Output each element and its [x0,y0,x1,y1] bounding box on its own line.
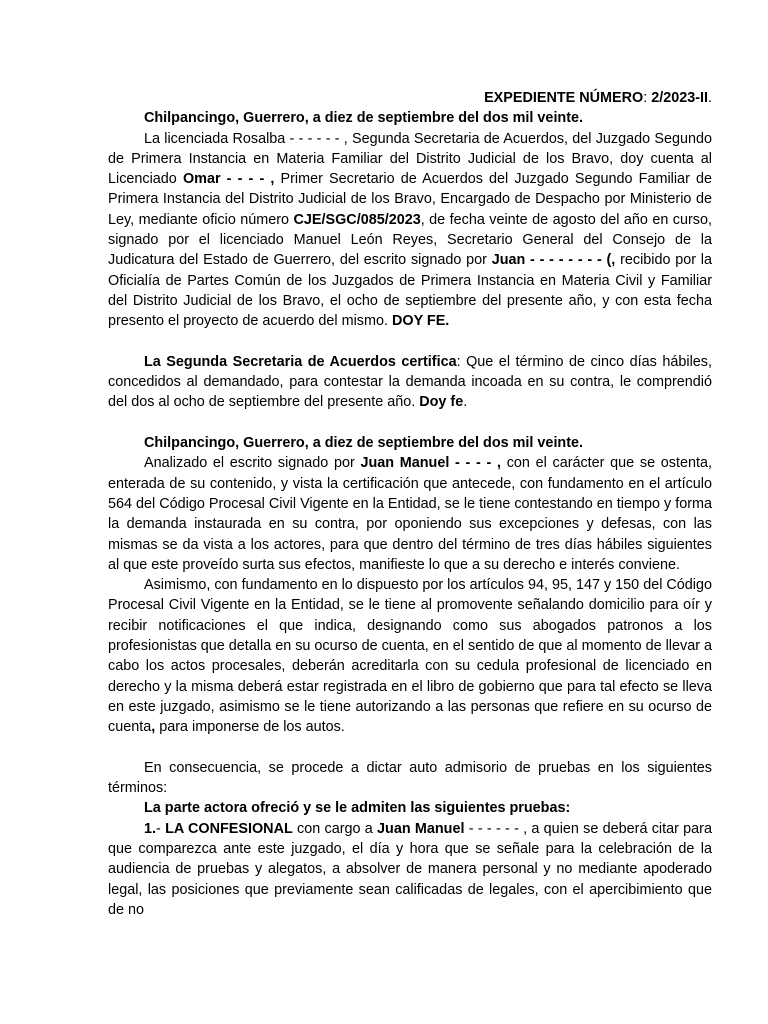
text-segment: Primer Secretario de Acuerdos del Juzgado Segundo Familiar de Primera Instancia del Distrito Judicial de los Bravo, Encargado de Despacho por Ministerio de Ley, mediante oficio número [108,171,712,228]
text-segment: Analizado el escrito signado por [144,455,361,472]
paragraph-cuenta [108,129,712,332]
expediente-label: EXPEDIENTE NÚMERO [484,90,644,106]
bold-comma: , [151,719,156,736]
paragraph-consecuencia: En consecuencia, se procede a dictar auto admisorio de pruebas en los siguientes términos: [108,759,712,797]
pruebas-heading [108,798,712,818]
name-omar: Omar - - - - , [182,171,275,188]
text-segment: . [463,394,468,411]
doy-fe: DOY FE. [391,313,450,330]
text-segment: con cargo a [292,820,378,837]
expediente-header: EXPEDIENTE NÚMERO: 2/2023-II. [484,90,712,106]
text-segment: , de fecha veinte de agosto del año en curso, signado por el licenciado Manuel León Reyes, Secretario General del Consejo de la Judicatura del Estado de Guerrero, del escrito signado por [108,211,712,269]
text-segment: para imponerse de los autos. [155,719,345,736]
date-text-1: Chilpancingo, Guerrero, a diez de septiembre del dos mil veinte. [144,110,584,127]
expediente-number: 2/2023-II [651,90,708,106]
text-segment: - - - - - - , a quien se deberá citar para que comparezca ante este juzgado, el día y hora que se señale para la celebración de la audiencia de pruebas y alegatos, a absolver de manera personal y no mediante apoderado legal, las posiciones que previamente sean calificadas de legales, con el apercibimiento que de no [108,820,712,918]
date-line-1 [108,108,712,128]
certifica-label: La Segunda Secretaria de Acuerdos certifica [144,353,457,370]
paragraph-asimismo [108,575,712,737]
confesional-label: LA CONFESIONAL [165,820,293,837]
text-segment: Asimismo, con fundamento en lo dispuesto por los artículos 94, 95, 147 y 150 del Código Procesal Civil Vigente en la Entidad, se le tiene al promovente señalando domicilio para oír y recibir notificaciones el que indica, designando como sus abogados patronos a los profesionistas que detalla en su ocurso de cuenta, en el sentido de que al momento de llevar a cabo los actos procesales, deberán acreditarla con su cedula profesional de licenciado en derecho y la misma deberá estar registrada en el libro de gobierno que para tal efecto se lleva en este juzgado, asimismo se le tiene autorizando a las personas que refiere en su ocurso de cuenta [108,577,712,736]
name-juan: Juan - - - - - - - - (, [491,252,616,269]
paragraph-certificacion [108,352,712,413]
date-line-2 [108,433,712,453]
text-segment: : Que el término de cinco días hábiles, concedidos al demandado, para contestar la demanda incoada en su contra, le comprendió del dos al ocho de septiembre del presente año. [108,353,712,411]
name-juan-manuel: Juan Manuel - - - - , [360,455,501,472]
name-juan-manuel-2: Juan Manuel [377,820,465,837]
spacer [108,413,712,433]
oficio-number: CJE/SGC/085/2023 [293,211,421,228]
text-segment: con el carácter que se ostenta, enterada de su contenido, y vista la certificación que antecede, con fundamento en el artículo 564 del Código Procesal Civil Vigente en la Entidad, se le tiene contestando en tiempo y forma la demanda instaurada en su contra, por oponiendo sus excepciones y defesas, con las mismas se da vista a los actores, para que dentro del término de tres días hábiles siguientes al que este proveído surta sus efectos, manifieste lo que a su derecho e interés conviene. [108,455,712,573]
text-segment: La licenciada Rosalba - - - - - - , Segunda Secretaria de Acuerdos, del Juzgado Segundo de Primera Instancia en Materia Familiar del Distrito Judicial de los Bravo, doy cuenta al Licenciado [108,130,712,188]
document-body [108,88,712,920]
spacer [108,332,712,352]
text-segment: recibido por la Oficialía de Partes Común de los Juzgados de Primera Instancia en Materia Civil y Familiar del Distrito Judicial de los Bravo, el ocho de septiembre del presente año, y con esta fecha presento el proyecto de acuerdo del mismo. [108,252,713,330]
pruebas-heading-text: La parte actora ofreció y se le admiten las siguientes pruebas: [144,800,571,817]
item-number: 1. [144,820,157,837]
date-text-2: Chilpancingo, Guerrero, a diez de septiembre del dos mil veinte. [144,435,584,452]
doy-fe-2: Doy fe [419,394,464,411]
spacer [108,738,712,758]
text-segment: - [156,820,166,837]
paragraph-analisis [108,453,712,575]
paragraph-confesional [108,819,712,920]
